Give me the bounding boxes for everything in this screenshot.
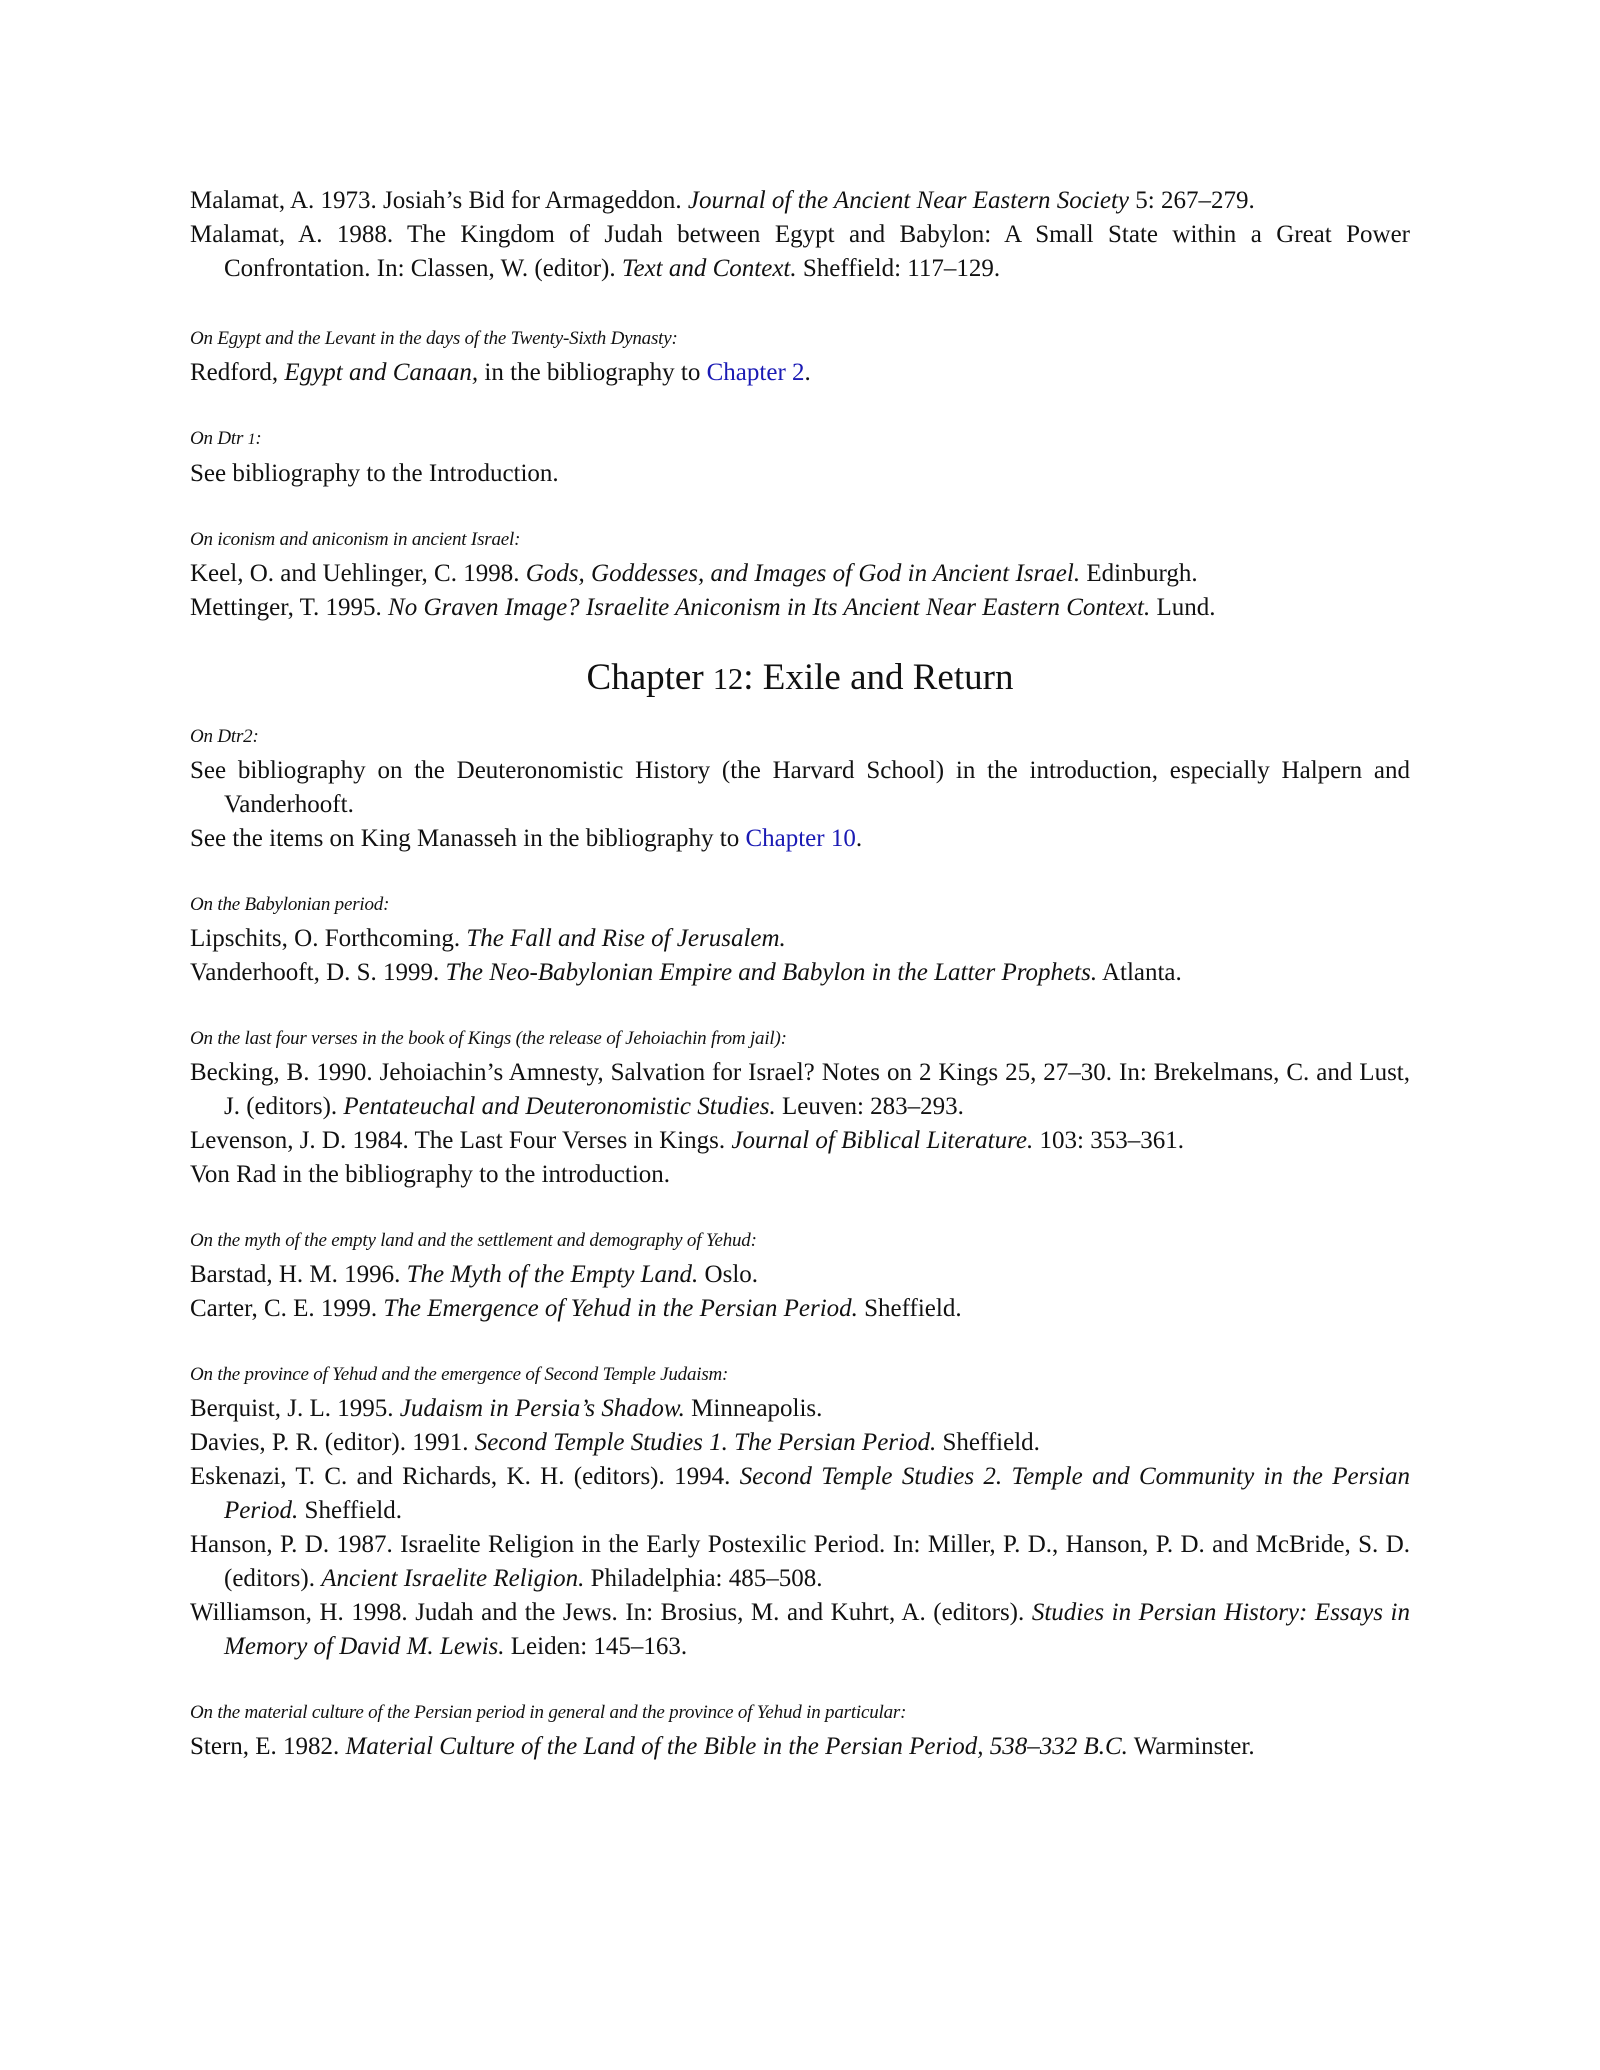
- bib-entry: Becking, B. 1990. Jehoiachin’s Amnesty, Salvation for Israel? Notes on 2 Kings 25, 27–30. In: Brekelmans, C. and Lust, J. (editors). Pentateuchal and Deuteronomistic Studies. Leuven: 283–293.: [190, 1059, 1410, 1120]
- bib-entry: Stern, E. 1982. Material Culture of the Land of the Bible in the Persian Period, 538–332 B.C. Warminster.: [190, 1733, 1255, 1760]
- section-heading: On Dtr 1:: [190, 428, 262, 449]
- bib-entry: See the items on King Manasseh in the bibliography to Chapter 10.: [190, 825, 863, 852]
- section-heading: On the last four verses in the book of Kings (the release of Jehoiachin from jail):: [190, 1028, 787, 1049]
- bib-entry: Hanson, P. D. 1987. Israelite Religion in the Early Postexilic Period. In: Miller, P. D., Hanson, P. D. and McBride, S. D. (editors). Ancient Israelite Religion. Philadelphia: 485–508.: [190, 1531, 1410, 1592]
- bib-entry: Davies, P. R. (editor). 1991. Second Temple Studies 1. The Persian Period. Sheffield.: [190, 1429, 1040, 1456]
- bib-entry: Berquist, J. L. 1995. Judaism in Persia’s Shadow. Minneapolis.: [190, 1395, 823, 1422]
- bib-entry: Keel, O. and Uehlinger, C. 1998. Gods, Goddesses, and Images of God in Ancient Israel. Edinburgh.: [190, 560, 1198, 587]
- bib-entry: Barstad, H. M. 1996. The Myth of the Empty Land. Oslo.: [190, 1261, 759, 1288]
- bib-entry: Eskenazi, T. C. and Richards, K. H. (editors). 1994. Second Temple Studies 2. Temple and Community in the Persian Period. Sheffield.: [190, 1463, 1410, 1524]
- section-heading: On the material culture of the Persian period in general and the province of Yehud in particular:: [190, 1702, 907, 1723]
- bib-entry: Mettinger, T. 1995. No Graven Image? Israelite Aniconism in Its Ancient Near Eastern Context. Lund.: [190, 594, 1216, 621]
- section-heading: On Dtr2:: [190, 726, 259, 747]
- bib-entry: Malamat, A. 1988. The Kingdom of Judah between Egypt and Babylon: A Small State within a Great Power Confrontation. In: Classen, W. (editor). Text and Context. Sheffield: 117–129.: [190, 221, 1410, 282]
- section-heading: On Egypt and the Levant in the days of the Twenty-Sixth Dynasty:: [190, 328, 678, 349]
- chapter-2-link[interactable]: Chapter 2: [706, 359, 805, 386]
- bib-entry: See bibliography on the Deuteronomistic History (the Harvard School) in the introduction, especially Halpern and Vanderhooft.: [190, 757, 1410, 818]
- bib-entry: See bibliography to the Introduction.: [190, 460, 559, 487]
- bib-entry: Lipschits, O. Forthcoming. The Fall and Rise of Jerusalem.: [190, 925, 786, 952]
- chapter-title: Chapter 12: Exile and Return: [586, 657, 1014, 698]
- section-heading: On the province of Yehud and the emergence of Second Temple Judaism:: [190, 1364, 729, 1385]
- section-heading: On the myth of the empty land and the settlement and demography of Yehud:: [190, 1230, 757, 1251]
- section-heading: On iconism and aniconism in ancient Israel:: [190, 529, 521, 550]
- section-heading: On the Babylonian period:: [190, 894, 390, 915]
- bib-entry: Redford, Egypt and Canaan, in the bibliography to Chapter 2.: [190, 359, 811, 386]
- bib-entry: Levenson, J. D. 1984. The Last Four Verses in Kings. Journal of Biblical Literature. 103: 353–361.: [190, 1127, 1184, 1154]
- bib-entry: Von Rad in the bibliography to the introduction.: [190, 1161, 671, 1188]
- bibliography-page: [190, 184, 1410, 1764]
- bib-entry: Williamson, H. 1998. Judah and the Jews. In: Brosius, M. and Kuhrt, A. (editors). Studies in Persian History: Essays in Memory of David M. Lewis. Leiden: 145–163.: [190, 1599, 1411, 1660]
- bib-entry: Vanderhooft, D. S. 1999. The Neo-Babylonian Empire and Babylon in the Latter Prophets. Atlanta.: [190, 959, 1182, 986]
- chapter-10-link[interactable]: Chapter 10: [745, 825, 856, 852]
- bib-entry: Malamat, A. 1973. Josiah’s Bid for Armageddon. Journal of the Ancient Near Eastern Society 5: 267–279.: [190, 187, 1255, 214]
- bib-entry: Carter, C. E. 1999. The Emergence of Yehud in the Persian Period. Sheffield.: [190, 1295, 962, 1322]
